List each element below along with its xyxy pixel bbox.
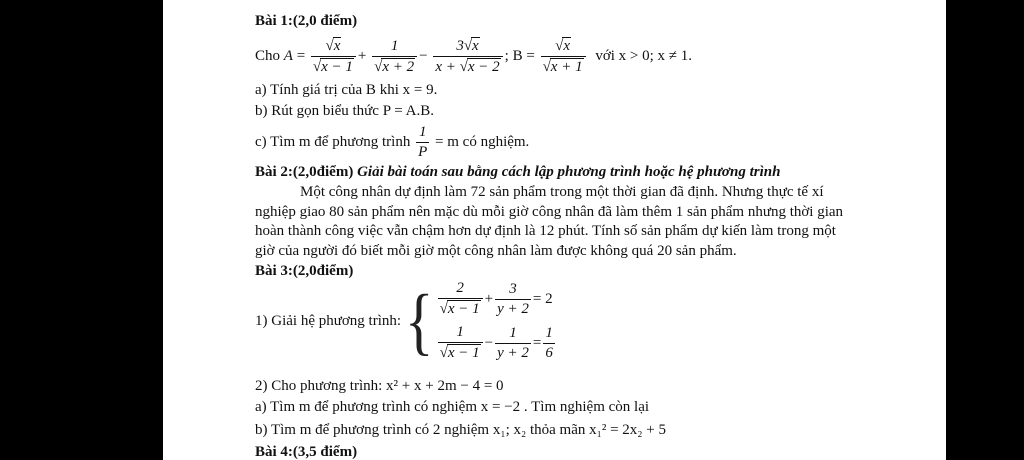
frac2: $\frac{1}{√x + 2}$ [372,38,417,76]
bai2-line-3: hoàn thành công việc vẫn chậm hơn dự định là 12 phút. Tính số sản phẩm dự kiến làm trong một [255,223,836,239]
bai1-expression: Cho A = $\frac{√x}{√x - 1}$ + $\frac{1}{√x + 2}$ − $\frac{3√x}{x + √x - 2}$ ; B = $\frac{√x}{√x + 1}$ với x > 0; x ≠ 1. [255,37,693,76]
equation-2: $\frac{1}{√x - 1}$ − $\frac{1}{y + 2}$ = $\frac{1}{6}$ [439,324,553,361]
document-page [163,0,946,460]
bai1-cho: Cho [255,48,281,64]
var-a: A [283,48,293,64]
bai2-heading: Bài 2:(2,0điểm) [255,164,354,180]
bai2-line-1: Một công nhân dự định làm 72 sản phẩm trong một thời gian đã định. Nhưng thực tế xí [300,184,824,200]
bai1-part-b: b) Rút gọn biểu thức P = A.B. [255,103,434,119]
frac-1-over-p: $\frac{1}{P}$ [418,124,428,161]
brace-icon: { [404,279,434,363]
bai3-part-a: a) Tìm m để phương trình có nghiệm x = −2 . Tìm nghiệm còn lại [255,399,650,415]
bai3-system [255,280,557,362]
bai1-condition: với x > 0; x ≠ 1. [595,48,693,64]
bai1-part-a: a) Tính giá trị của B khi x = 9. [255,82,438,98]
var-b: ; B = [504,48,535,64]
equation-1: $\frac{2}{√x - 1}$ + $\frac{3}{y + 2}$ = 2 [439,280,553,317]
bai3-heading: Bài 3:(2,0điểm) [255,263,354,279]
bai3-part-b: b) Tìm m để phương trình có 2 nghiệm x₁; x₂ thỏa mãn x₁² = 2x₂ + 5 [255,422,666,438]
bai2-line-2: nghiệp giao 80 sản phẩm nên mặc dù mỗi giờ công nhân đã làm thêm 1 sản phẩm nhưng thời gian [255,204,844,220]
bai2-instruction: Giải bài toán sau bằng cách lập phương trình hoặc hệ phương trình [357,164,781,180]
bai2-heading-line [255,163,780,181]
bai2-line-4: giờ của người đó biết mỗi giờ một công nhân làm được không quá 20 sản phẩm. [255,243,737,259]
frac1: $\frac{√x}{√x - 1}$ [311,37,356,76]
bai3-part2: 2) Cho phương trình: x² + x + 2m − 4 = 0 [255,378,504,394]
frac3: $\frac{3√x}{x + √x - 2}$ [433,37,502,76]
bai3-part1-label: 1) Giải hệ phương trình: [255,313,402,329]
bai4-heading: Bài 4:(3,5 điểm) [255,444,358,460]
equation-system [405,280,557,362]
frac-b: $\frac{√x}{√x + 1}$ [541,37,586,76]
bai1-part-c: c) Tìm m để phương trình $\frac{1}{P}$ = m có nghiệm. [255,124,530,161]
bai1-heading: Bài 1:(2,0 điểm) [255,13,358,29]
